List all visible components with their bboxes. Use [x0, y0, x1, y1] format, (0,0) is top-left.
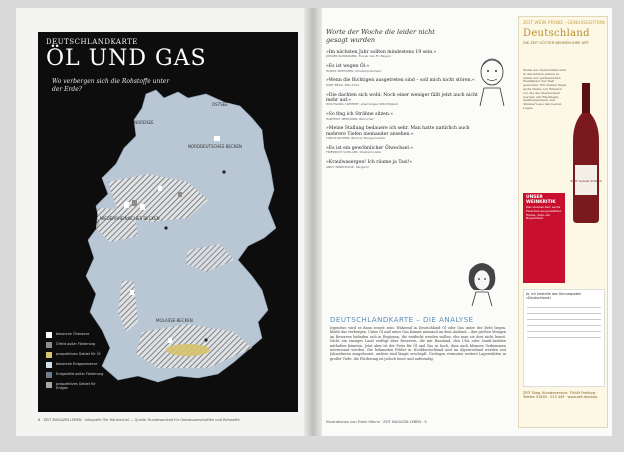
- ad-subtitle: DIE ZEIT GÖTTER NEHMEN IHRE ART: [523, 41, 589, 45]
- analysis-title: DEUTSCHLANDKARTE – DIE ANALYSE: [330, 316, 474, 324]
- legend-item: [46, 342, 106, 348]
- quote-text: »So fing ich Strähne sitzen.«: [326, 112, 394, 118]
- label-ostsee: OSTSEE: [212, 102, 228, 107]
- quote-author: TIPSUS BAYERN, Berliner Bürgermeister: [326, 136, 386, 141]
- legend-swatch: [46, 342, 52, 348]
- quote-item: [326, 160, 486, 169]
- quote-author: WOLFGANG CLEMENT, ehemaliges SPD-Mitglied: [326, 102, 399, 107]
- magazine-spread: [16, 8, 612, 436]
- quote-text: »Meine Stallung bedauere ich sehr. Man hatte natürlich auch mehrere Tiefen ineinander ansehen.«: [326, 126, 470, 137]
- legend-item: [46, 332, 106, 338]
- map-kicker: DEUTSCHLANDKARTE: [46, 38, 138, 46]
- quote-author: JÜRGEN KLINSMANN, Trainer des FC Bayern: [326, 54, 392, 59]
- legend-item: [46, 372, 106, 378]
- ad-highlight-box: [523, 193, 565, 283]
- quote-text: »Wenn die Richtigen ausgetreten sind – soll mich nicht stören.«: [326, 78, 475, 84]
- ad-highlight-text: Das Genuss-Set: sechs Flaschen ausgewählter Weine, dazu ein Begleitheft.: [526, 205, 562, 221]
- legend-label: bekannte Ölreserve: [56, 332, 90, 336]
- quote-item: [326, 50, 486, 59]
- order-form-title: Ja, ich bestelle das Genusspaket »Deutschland«: [526, 292, 581, 300]
- legend-swatch: [46, 372, 52, 378]
- form-line[interactable]: [527, 319, 601, 320]
- form-line[interactable]: [527, 331, 601, 332]
- caricature-sketch-top: [472, 52, 512, 108]
- legend-label: Ölfeld außer Förderung: [56, 342, 96, 346]
- quote-text: »Kraulwasergen! Ich räume ja Tasi!«: [326, 160, 413, 166]
- quote-item: [326, 78, 486, 87]
- label-nordsee: NORDSEE: [134, 120, 154, 125]
- label-norddeutsches-becken: NORDDEUTSCHES BECKEN: [188, 144, 242, 149]
- oil-field-marker: [130, 290, 134, 295]
- quote-item: [326, 146, 486, 155]
- quotes-heading: Worte der Woche die leider nicht gesagt wurden: [326, 28, 435, 44]
- quote-item: [326, 126, 486, 141]
- form-line[interactable]: [527, 337, 601, 338]
- oil-field-marker: [158, 186, 162, 191]
- quote-author: ANDY WINEHOUSE, Sängerin: [326, 164, 370, 169]
- quote-item: [326, 64, 486, 73]
- page-gutter: [304, 8, 322, 436]
- oil-prospect-south: [166, 344, 210, 356]
- label-molasse-becken: MOLASSE-BECKEN: [156, 318, 193, 323]
- legend-swatch: [46, 332, 52, 338]
- quote-text: »Die dachten sich wohl: Noch einer weniger fällt jetzt auch nicht mehr auf.«: [326, 92, 478, 104]
- legend-label: bekannte Erdgasreserve: [56, 362, 98, 366]
- ad-kicker: ZEIT WEIN PROBE · GENUSSEDITION: [523, 21, 605, 26]
- wine-bottle-image: [569, 83, 603, 223]
- oil-field-marker: [132, 200, 137, 206]
- legend-item: [46, 362, 106, 368]
- oil-field-marker: [140, 204, 145, 210]
- city-dot: [204, 338, 207, 341]
- form-line[interactable]: [527, 325, 601, 326]
- bottle-label-text: ZEIT Genuss Edition: [570, 179, 602, 183]
- map-question: Wo verbergen sich die Rohstoffe unter der Erde?: [52, 78, 170, 93]
- ad-highlight-title: UNSER WEINKRITIK: [526, 195, 556, 205]
- left-page: [16, 8, 312, 436]
- right-page-footer: Illustrationen von Frank Höhne · ZEIT MAGAZIN LEBEN · 9: [326, 420, 427, 424]
- city-dot: [164, 226, 167, 229]
- quotes-list: [326, 50, 486, 174]
- quote-text: »Es ist ein gewöhnlicher Ölwechsel.«: [326, 146, 414, 152]
- quote-item: [326, 112, 486, 121]
- ad-body-text: Weine aus Deutschland sind in den letzten Jahren zu einem der spannendsten Weinländer der Welt geworden. Wir stellen Ihnen sechs Weine von Winzern vor, die Sie überraschen werden: mit Rieslingen, Spätburgundern und Silvanern aus den besten Lagen.: [523, 69, 567, 110]
- wine-advertisement: [518, 16, 608, 428]
- quote-author: HARTMUT MEHDORN, Bahnchef: [326, 116, 374, 121]
- right-page: [312, 8, 612, 436]
- ad-title: Deutschland: [523, 28, 590, 39]
- form-line[interactable]: [527, 307, 601, 308]
- map-panel: [38, 32, 298, 412]
- map-title: ÖL UND GAS: [46, 46, 207, 71]
- legend-swatch: [46, 362, 52, 368]
- oil-field-marker: [214, 136, 220, 141]
- form-line[interactable]: [527, 313, 601, 314]
- analysis-body: Irgendwo wird es dann soweit sein: Während in Deutschland Öl oder Gas unter der Erde liegen, bleibt das verborgen. Unter Öl und unter Gas kommt niemand an dem Ausland – ihre großen Mengen an Reserven befinden sich in Regionen, die entdeckt werden wollen, ehe man sie dort nicht kennt. Nicht ein einziges Land verfügt über Reserven, die mit Russland, den USA oder Saudi-Arabien mithalten könnten. Jetzt aber ist der Preis für Öl und Gas so hoch, dass auch kleinere Vorkommen interessant werden. Die bekannten Felder in Norddeutschland und im Alpenvorland werden seit Jahrzehnten ausgebeutet, andere sind längst erschöpft. Geologen vermuten weitere Lagerstätten in großer Tiefe, die Förderung ist jedoch teuer und aufwendig.: [330, 326, 506, 361]
- legend-label: Erdgasfeld außer Förderung: [56, 372, 104, 376]
- ad-contact: ZEIT Shop, Kundenservice, 79049 Freiburg · Telefon 01805 - 013 449 · www.zeit.de/shop: [523, 391, 598, 400]
- left-page-footer: 8 · ZEIT MAGAZIN LEBEN · Infografik Ole Häntzschel — Quelle: Bundesanstalt für Geowissenschaften und Rohstoffe: [38, 418, 240, 422]
- legend-swatch: [46, 382, 52, 388]
- quote-author: HORST SEEHOFER, Ministerpräsident: [326, 68, 382, 73]
- legend-label: prospektives Gebiet für Erdgas: [56, 382, 96, 390]
- quote-text: »Im nächsten Jahr sollten mindestens 19 sein.«: [326, 50, 437, 55]
- legend-label: prospektives Gebiet für Öl: [56, 352, 101, 356]
- legend-item: [46, 352, 106, 358]
- legend-item: [46, 382, 106, 390]
- quote-text: »Es ist wegen Öl.«: [326, 64, 370, 70]
- oil-field-marker: [178, 192, 182, 197]
- legend-swatch: [46, 352, 52, 358]
- order-form[interactable]: [523, 289, 605, 387]
- quote-author: FRIEDRICH SCHILLER, Staatsminister: [326, 150, 382, 155]
- oil-field-marker: [124, 202, 129, 208]
- label-niederrheinisches-becken: NIEDERRHEINISCHES BECKEN: [100, 216, 160, 221]
- oil-field-marker: [168, 338, 172, 343]
- city-dot: [222, 170, 225, 173]
- map-legend: [46, 332, 106, 394]
- caricature-sketch-bottom: [462, 260, 502, 308]
- quote-item: [326, 93, 486, 108]
- quote-author: KURT BECK, SPD-Chef: [326, 82, 359, 87]
